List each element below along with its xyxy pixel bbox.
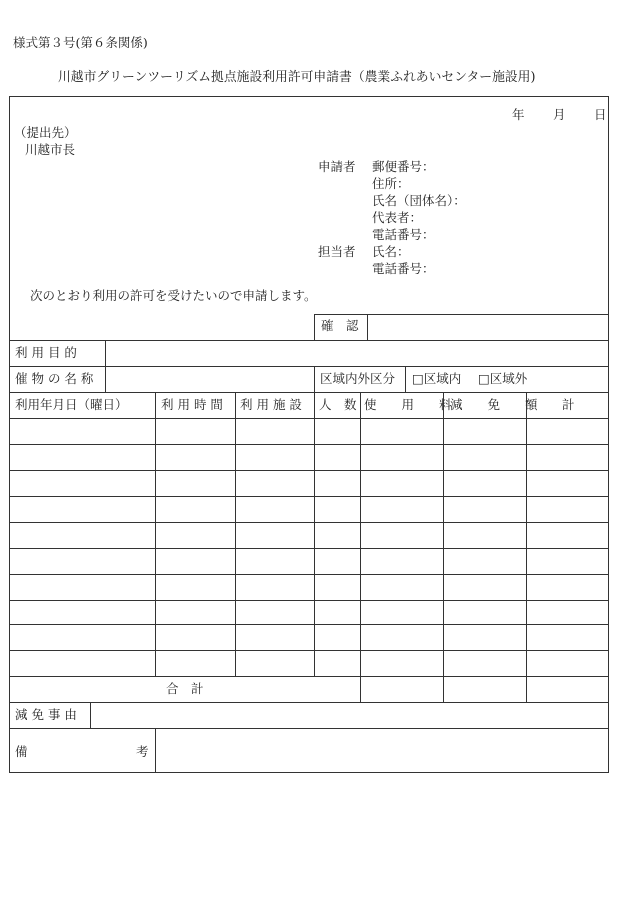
applicant-representative-label: 代表者： (372, 210, 423, 225)
form-title: 川越市グリーンツーリズム拠点施設利用許可申請書（農業ふれあいセンター施設用) (58, 70, 536, 85)
confirm-label: 確 認 (321, 318, 359, 333)
remarks-field[interactable] (158, 730, 606, 770)
purpose-label: 利 用 目 的 (15, 345, 77, 360)
total-label: 合 計 (166, 681, 204, 696)
purpose-field[interactable] (108, 342, 606, 364)
table-row[interactable] (10, 601, 154, 623)
table-row[interactable] (10, 575, 154, 599)
addressee-label: （提出先） (14, 125, 77, 140)
table-row[interactable] (10, 625, 154, 649)
table-row[interactable] (10, 497, 154, 521)
date-month-label: 月 (553, 107, 566, 122)
applicant-label: 申請者 (318, 159, 356, 174)
remarks-label-right: 考 (136, 744, 149, 759)
request-statement: 次のとおり利用の許可を受けたいので申請します。 (30, 288, 317, 303)
contact-label: 担当者 (318, 244, 356, 259)
col-header-facility: 利 用 施 設 (240, 397, 302, 412)
table-row[interactable] (10, 471, 154, 495)
col-header-fee: 使 用 料 (364, 397, 452, 412)
applicant-name-label: 氏名（団体名）： (372, 193, 466, 208)
remarks-label-left: 備 (15, 744, 28, 759)
applicant-phone-label: 電話番号： (372, 227, 435, 242)
confirm-field[interactable] (370, 316, 606, 338)
date-year-label: 年 (512, 107, 525, 122)
event-name-field[interactable] (108, 368, 311, 390)
applicant-postal-label: 郵便番号： (372, 159, 435, 174)
zone-label: 区域内外区分 (320, 371, 396, 386)
form-number: 様式第３号(第６条関係) (13, 35, 148, 50)
contact-phone-label: 電話番号： (372, 261, 435, 276)
exemption-reason-label: 減 免 事 由 (15, 707, 77, 722)
date-day-label: 日 (594, 107, 607, 122)
col-header-time: 利 用 時 間 (161, 397, 223, 412)
table-row[interactable] (10, 549, 154, 573)
table-row[interactable] (10, 651, 154, 675)
col-header-total: 計 (562, 397, 575, 412)
zone-inside-checkbox[interactable]: □区域内 (412, 371, 462, 386)
table-row[interactable] (10, 523, 154, 547)
applicant-address-label: 住所： (372, 176, 410, 191)
col-header-exemption: 減 免 額 (450, 397, 538, 412)
col-header-date: 利用年月日（曜日） (15, 397, 128, 412)
zone-outside-checkbox[interactable]: □区域外 (478, 371, 528, 386)
addressee: 川越市長 (25, 142, 76, 157)
exemption-reason-field[interactable] (93, 704, 606, 726)
table-row[interactable] (10, 419, 154, 443)
contact-name-label: 氏名： (372, 244, 410, 259)
table-row[interactable] (10, 445, 154, 469)
event-name-label: 催 物 の 名 称 (15, 371, 94, 386)
col-header-people: 人 数 (319, 397, 357, 412)
